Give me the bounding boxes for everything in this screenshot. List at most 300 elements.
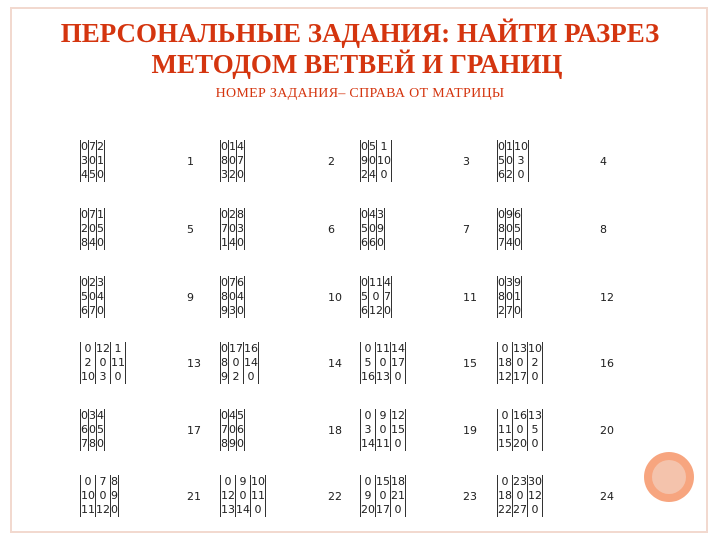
matrix-cell: 0 xyxy=(229,222,236,235)
matrix-row xyxy=(81,370,126,384)
matrix-cell: 2 xyxy=(81,222,88,235)
matrix-cell: 20 xyxy=(361,503,375,516)
matrix-cell: 0 xyxy=(236,489,251,503)
matrix-row xyxy=(81,489,119,503)
matrix-cell: 0 xyxy=(498,409,513,423)
matrix-cell: 3 xyxy=(514,154,529,168)
matrix-cell: 9 xyxy=(229,437,236,450)
matrix-row xyxy=(361,222,385,236)
matrix-row xyxy=(81,475,119,489)
matrix-row xyxy=(498,276,522,290)
matrix-row xyxy=(81,154,105,168)
matrix-cell: 6 xyxy=(361,236,368,249)
matrix-row xyxy=(361,409,406,423)
matrix-row xyxy=(81,437,105,451)
task-number: 6 xyxy=(328,223,335,236)
matrix-row xyxy=(221,290,245,304)
matrix-2 xyxy=(220,140,245,182)
decorative-circle xyxy=(644,452,694,502)
matrix-cell: 6 xyxy=(237,276,244,289)
matrix-cell: 8 xyxy=(221,290,228,303)
matrix-cell: 4 xyxy=(229,409,236,422)
matrix-cell: 0 xyxy=(528,370,543,384)
matrix-cell: 8 xyxy=(498,290,505,303)
matrix-cell: 9 xyxy=(361,154,368,167)
matrix-row xyxy=(221,168,245,182)
matrix-9 xyxy=(80,276,105,318)
matrix-row xyxy=(361,423,406,437)
matrix-cell: 5 xyxy=(514,222,521,235)
matrix-23 xyxy=(360,475,406,517)
matrix-cell: 11 xyxy=(369,276,383,289)
matrix-cell: 0 xyxy=(81,276,88,289)
matrix-cell: 0 xyxy=(237,304,244,317)
matrix-cell: 0 xyxy=(96,489,111,503)
matrix-cell: 3 xyxy=(97,276,104,289)
matrix-cell: 11 xyxy=(376,437,390,450)
matrix-cell: 0 xyxy=(514,236,521,249)
matrix-cell: 0 xyxy=(89,154,96,167)
matrix-10 xyxy=(220,276,245,318)
matrix-cell: 0 xyxy=(391,437,406,451)
matrix-cell: 2 xyxy=(229,168,236,181)
matrix-cell: 5 xyxy=(498,154,505,167)
matrix-cell: 5 xyxy=(81,290,88,303)
matrix-row xyxy=(361,304,392,318)
matrix-cell: 8 xyxy=(237,208,244,221)
matrix-cell: 12 xyxy=(391,409,405,422)
task-number: 22 xyxy=(328,490,342,503)
matrix-cell: 11 xyxy=(111,356,125,369)
matrix-cell: 3 xyxy=(89,409,96,422)
matrix-row xyxy=(361,342,406,356)
matrix-cell: 0 xyxy=(89,423,96,436)
title-line-1: ПЕРСОНАЛЬНЫЕ ЗАДАНИЯ: НАЙТИ РАЗРЕЗ xyxy=(60,18,660,48)
matrix-cell: 23 xyxy=(513,475,527,488)
matrix-cell: 7 xyxy=(81,437,88,450)
matrix-cell: 10 xyxy=(377,154,391,167)
matrix-cell: 16 xyxy=(244,342,258,355)
matrix-cell: 6 xyxy=(81,304,88,317)
matrix-cell: 0 xyxy=(237,168,244,181)
matrix-row xyxy=(221,423,245,437)
matrix-cell: 0 xyxy=(97,304,104,317)
page-title xyxy=(0,18,720,80)
matrix-cell: 2 xyxy=(498,304,505,317)
matrix-20 xyxy=(497,409,543,451)
matrix-cell: 0 xyxy=(221,276,228,289)
matrix-cell: 5 xyxy=(97,222,104,235)
matrix-cell: 13 xyxy=(528,409,542,422)
matrix-row xyxy=(498,168,529,182)
matrix-cell: 8 xyxy=(221,437,228,450)
matrix-5 xyxy=(80,208,105,250)
matrix-cell: 5 xyxy=(361,222,368,235)
matrix-cell: 15 xyxy=(391,423,405,436)
matrix-cell: 0 xyxy=(528,503,543,517)
matrix-cell: 7 xyxy=(237,154,244,167)
matrix-cell: 0 xyxy=(244,370,259,384)
matrix-row xyxy=(361,168,392,182)
matrix-row xyxy=(81,208,105,222)
matrix-cell: 18 xyxy=(498,356,512,369)
matrix-row xyxy=(498,342,543,356)
task-number: 2 xyxy=(328,155,335,168)
matrix-cell: 0 xyxy=(96,356,111,370)
matrix-cell: 14 xyxy=(236,503,250,516)
matrix-cell: 0 xyxy=(89,290,96,303)
matrix-cell: 0 xyxy=(111,503,118,516)
matrix-cell: 5 xyxy=(528,423,543,437)
task-number: 8 xyxy=(600,223,607,236)
matrix-row xyxy=(361,503,406,517)
matrix-cell: 4 xyxy=(369,168,376,181)
matrix-cell: 0 xyxy=(361,276,368,289)
matrix-row xyxy=(221,503,266,517)
matrix-cell: 11 xyxy=(81,503,95,516)
matrix-cell: 0 xyxy=(221,475,236,489)
matrix-cell: 12 xyxy=(498,370,512,383)
task-number: 11 xyxy=(463,291,477,304)
matrix-cell: 6 xyxy=(81,423,88,436)
matrix-cell: 0 xyxy=(391,503,406,517)
matrix-row xyxy=(221,236,245,250)
task-number: 12 xyxy=(600,291,614,304)
matrix-cell: 27 xyxy=(513,503,527,516)
matrix-row xyxy=(361,437,406,451)
task-number: 16 xyxy=(600,357,614,370)
matrix-cell: 1 xyxy=(514,290,521,303)
matrix-row xyxy=(81,342,126,356)
matrix-row xyxy=(221,409,245,423)
matrix-cell: 8 xyxy=(498,222,505,235)
matrix-cell: 5 xyxy=(361,290,368,303)
matrix-cell: 6 xyxy=(361,304,368,317)
matrix-row xyxy=(81,356,126,370)
matrix-row xyxy=(498,475,543,489)
matrix-16 xyxy=(497,342,543,384)
matrix-cell: 14 xyxy=(244,356,258,369)
task-number: 13 xyxy=(187,357,201,370)
matrix-cell: 9 xyxy=(506,208,513,221)
matrix-cell: 15 xyxy=(376,475,390,488)
matrix-row xyxy=(498,423,543,437)
matrix-17 xyxy=(80,409,105,451)
matrix-row xyxy=(81,276,105,290)
matrix-cell: 0 xyxy=(514,168,529,182)
matrix-cell: 3 xyxy=(361,423,376,437)
matrix-cell: 9 xyxy=(221,304,228,317)
matrix-cell: 6 xyxy=(369,236,376,249)
matrix-cell: 4 xyxy=(97,409,104,422)
matrix-cell: 10 xyxy=(514,140,528,153)
matrix-cell: 7 xyxy=(89,208,96,221)
matrix-cell: 14 xyxy=(361,437,375,450)
matrix-cell: 12 xyxy=(369,304,383,317)
matrix-row xyxy=(221,208,245,222)
task-number: 3 xyxy=(463,155,470,168)
matrix-cell: 0 xyxy=(221,140,228,153)
matrix-row xyxy=(221,222,245,236)
matrix-row xyxy=(498,140,529,154)
matrix-cell: 4 xyxy=(237,290,244,303)
matrix-cell: 0 xyxy=(513,356,528,370)
matrix-cell: 6 xyxy=(237,423,244,436)
matrix-cell: 1 xyxy=(221,236,228,249)
matrix-cell: 6 xyxy=(514,208,521,221)
matrix-row xyxy=(361,208,385,222)
matrix-cell: 8 xyxy=(221,154,228,167)
task-number: 17 xyxy=(187,424,201,437)
matrix-row xyxy=(221,370,259,384)
matrix-cell: 5 xyxy=(97,423,104,436)
matrix-21 xyxy=(80,475,119,517)
matrix-row xyxy=(498,489,543,503)
matrix-11 xyxy=(360,276,392,318)
matrix-cell: 14 xyxy=(391,342,405,355)
matrix-cell: 0 xyxy=(81,409,88,422)
matrix-row xyxy=(498,222,522,236)
matrix-cell: 0 xyxy=(237,437,244,450)
matrix-cell: 8 xyxy=(111,475,118,488)
task-number: 10 xyxy=(328,291,342,304)
matrix-3 xyxy=(360,140,392,182)
matrix-cell: 16 xyxy=(513,409,527,422)
matrix-row xyxy=(361,154,392,168)
task-number: 20 xyxy=(600,424,614,437)
matrix-cell: 16 xyxy=(361,370,375,383)
task-number: 23 xyxy=(463,490,477,503)
matrix-cell: 5 xyxy=(369,140,376,153)
matrix-cell: 0 xyxy=(221,342,228,355)
matrix-cell: 9 xyxy=(514,276,521,289)
task-number: 19 xyxy=(463,424,477,437)
matrix-row xyxy=(221,356,259,370)
matrix-cell: 7 xyxy=(498,236,505,249)
matrix-row xyxy=(221,437,245,451)
matrix-cell: 0 xyxy=(221,208,228,221)
matrix-row xyxy=(498,304,522,318)
matrix-cell: 17 xyxy=(229,342,243,355)
matrix-8 xyxy=(497,208,522,250)
matrix-cell: 0 xyxy=(528,437,543,451)
matrix-1 xyxy=(80,140,105,182)
matrix-cell: 1 xyxy=(229,140,236,153)
matrix-row xyxy=(361,236,385,250)
matrix-cell: 18 xyxy=(498,489,512,502)
matrix-cell: 0 xyxy=(506,154,513,167)
matrix-cell: 4 xyxy=(229,236,236,249)
matrix-cell: 11 xyxy=(498,423,512,436)
matrix-cell: 7 xyxy=(89,140,96,153)
matrix-cell: 3 xyxy=(377,208,384,221)
matrix-cell: 0 xyxy=(97,236,104,249)
task-number: 7 xyxy=(463,223,470,236)
matrix-cell: 0 xyxy=(506,222,513,235)
task-number: 24 xyxy=(600,490,614,503)
task-number: 1 xyxy=(187,155,194,168)
matrix-cell: 0 xyxy=(514,304,521,317)
matrix-cell: 0 xyxy=(361,140,368,153)
matrix-row xyxy=(361,489,406,503)
matrix-cell: 2 xyxy=(506,168,513,181)
matrix-row xyxy=(498,208,522,222)
matrix-cell: 5 xyxy=(361,356,376,370)
matrix-cell: 10 xyxy=(528,342,542,355)
matrix-cell: 2 xyxy=(97,140,104,153)
matrix-cell: 0 xyxy=(81,140,88,153)
matrix-cell: 7 xyxy=(384,290,391,303)
matrix-row xyxy=(498,503,543,517)
matrix-cell: 0 xyxy=(376,423,391,437)
matrix-15 xyxy=(360,342,406,384)
matrix-6 xyxy=(220,208,245,250)
task-number: 21 xyxy=(187,490,201,503)
matrix-row xyxy=(221,304,245,318)
matrix-row xyxy=(361,290,392,304)
matrix-cell: 0 xyxy=(377,236,384,249)
matrix-cell: 0 xyxy=(376,356,391,370)
matrix-cell: 11 xyxy=(376,342,390,355)
matrix-cell: 3 xyxy=(221,168,228,181)
matrix-cell: 12 xyxy=(528,489,542,502)
matrix-cell: 0 xyxy=(111,370,126,384)
matrix-cell: 2 xyxy=(229,208,236,221)
matrix-4 xyxy=(497,140,529,182)
matrix-cell: 1 xyxy=(97,154,104,167)
matrix-cell: 7 xyxy=(221,423,228,436)
matrix-cell: 0 xyxy=(97,437,104,450)
matrix-row xyxy=(81,236,105,250)
matrix-cell: 21 xyxy=(391,489,405,502)
matrix-row xyxy=(221,342,259,356)
matrix-cell: 10 xyxy=(251,475,265,488)
matrix-cell: 0 xyxy=(513,489,528,503)
matrix-cell: 0 xyxy=(369,154,376,167)
matrix-cell: 5 xyxy=(89,168,96,181)
subtitle: НОМЕР ЗАДАНИЯ– СПРАВА ОТ МАТРИЦЫ xyxy=(215,86,505,101)
matrix-row xyxy=(81,503,119,517)
matrix-cell: 0 xyxy=(229,290,236,303)
matrix-cell: 0 xyxy=(221,409,228,422)
matrix-cell: 4 xyxy=(369,208,376,221)
matrix-22 xyxy=(220,475,266,517)
matrix-cell: 4 xyxy=(89,236,96,249)
matrix-cell: 0 xyxy=(498,342,513,356)
matrix-cell: 4 xyxy=(384,276,391,289)
matrix-cell: 0 xyxy=(237,236,244,249)
task-number: 9 xyxy=(187,291,194,304)
matrix-cell: 0 xyxy=(498,475,513,489)
matrix-cell: 2 xyxy=(229,370,244,384)
matrix-cell: 17 xyxy=(391,356,405,369)
matrix-cell: 0 xyxy=(513,423,528,437)
matrix-row xyxy=(498,290,522,304)
matrix-row xyxy=(81,168,105,182)
matrix-cell: 13 xyxy=(221,503,235,516)
matrix-cell: 17 xyxy=(513,370,527,383)
matrix-row xyxy=(498,236,522,250)
matrix-cell: 3 xyxy=(229,304,236,317)
matrix-row xyxy=(361,276,392,290)
matrix-cell: 9 xyxy=(376,409,391,423)
matrix-row xyxy=(498,370,543,384)
matrix-row xyxy=(221,140,245,154)
matrix-7 xyxy=(360,208,385,250)
matrix-row xyxy=(498,437,543,451)
matrix-row xyxy=(81,304,105,318)
matrix-cell: 8 xyxy=(89,437,96,450)
matrix-row xyxy=(221,154,245,168)
matrix-cell: 10 xyxy=(81,370,95,383)
matrix-cell: 18 xyxy=(391,475,405,488)
matrix-row xyxy=(361,140,392,154)
matrix-cell: 3 xyxy=(237,222,244,235)
matrix-cell: 13 xyxy=(376,370,390,383)
matrix-cell: 0 xyxy=(81,342,96,356)
matrix-row xyxy=(81,222,105,236)
matrix-cell: 0 xyxy=(361,208,368,221)
matrix-14 xyxy=(220,342,259,384)
matrix-13 xyxy=(80,342,126,384)
matrix-row xyxy=(221,489,266,503)
matrix-row xyxy=(498,356,543,370)
matrix-cell: 9 xyxy=(221,370,228,383)
matrix-cell: 0 xyxy=(97,168,104,181)
matrix-cell: 2 xyxy=(89,276,96,289)
matrix-cell: 0 xyxy=(376,489,391,503)
matrix-cell: 1 xyxy=(506,140,513,153)
matrix-cell: 0 xyxy=(369,290,384,304)
matrix-cell: 0 xyxy=(81,475,96,489)
matrix-cell: 9 xyxy=(111,489,118,502)
matrix-cell: 0 xyxy=(377,168,392,182)
matrix-cell: 12 xyxy=(221,489,235,502)
matrix-row xyxy=(361,370,406,384)
matrix-cell: 0 xyxy=(369,222,376,235)
matrix-cell: 6 xyxy=(498,168,505,181)
matrix-cell: 0 xyxy=(498,208,505,221)
matrix-cell: 0 xyxy=(391,370,406,384)
matrix-cell: 20 xyxy=(513,437,527,450)
matrix-cell: 0 xyxy=(361,475,376,489)
matrix-row xyxy=(221,276,245,290)
matrix-cell: 0 xyxy=(89,222,96,235)
matrix-cell: 0 xyxy=(361,342,376,356)
matrix-cell: 7 xyxy=(96,475,111,489)
matrix-row xyxy=(81,423,105,437)
matrix-18 xyxy=(220,409,245,451)
matrix-cell: 17 xyxy=(376,503,390,516)
matrix-cell: 4 xyxy=(506,236,513,249)
matrix-row xyxy=(361,356,406,370)
matrix-cell: 9 xyxy=(361,489,376,503)
matrix-12 xyxy=(497,276,522,318)
matrix-row xyxy=(81,290,105,304)
matrix-cell: 7 xyxy=(229,276,236,289)
matrix-cell: 0 xyxy=(498,140,505,153)
matrix-cell: 4 xyxy=(97,290,104,303)
task-number: 5 xyxy=(187,223,194,236)
matrix-cell: 9 xyxy=(377,222,384,235)
matrix-cell: 0 xyxy=(361,409,376,423)
matrix-cell: 15 xyxy=(498,437,512,450)
matrix-cell: 9 xyxy=(236,475,251,489)
matrix-row xyxy=(498,409,543,423)
matrix-cell: 13 xyxy=(513,342,527,355)
matrix-cell: 0 xyxy=(229,356,244,370)
task-number: 14 xyxy=(328,357,342,370)
